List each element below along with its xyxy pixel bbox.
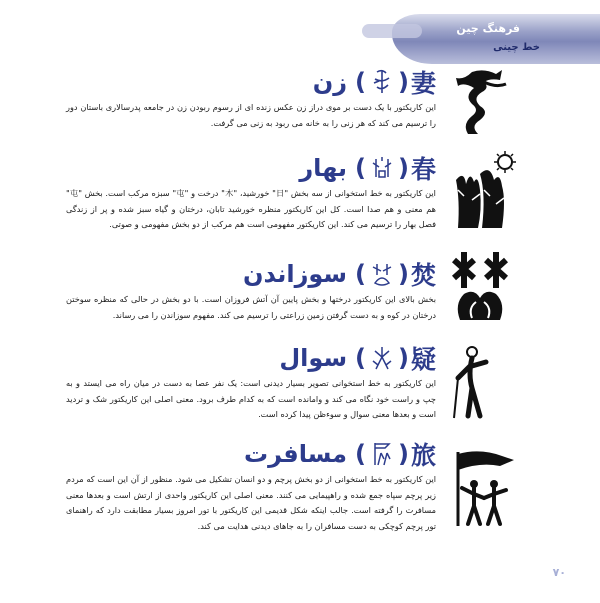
entry-description: بخش بالای این کاریکتور درختها و بخش پایین آن آتش فروزان است. با دو بخش در حالی که منظره سوختن درختان در کوه و به دست گرفتن زمین زراعتی را ترسیم می کند. مفهوم سوزاندن را می رساند. [66, 294, 436, 320]
woman-figure-illustration [450, 68, 510, 142]
oracle-bone-glyph-icon [369, 260, 395, 288]
entry-heading: 春 ( ) بهار [299, 150, 436, 186]
oracle-bone-glyph-icon [369, 344, 395, 372]
hanzi-character: 旅 [410, 441, 436, 470]
oracle-bone-glyph-icon [369, 154, 395, 182]
entry-description: این کاریکتور به خط استخوانی تصویر بسیار دیدنی است: یک نفر عصا به دست در میان راه می ایستد و به چپ و راست خود نگاه می کند و وامانده است که به کدام طرف برود. معنی اصلی این کاریکتور شک و تردید است و بعدها معنی سوال و سوءظن پیدا کرده است. [66, 378, 436, 419]
entry-description: این کاریکتور به خط استخوانی از دو بخش پرچم و دو انسان تشکیل می شود. منظور از آن این است که مردم زیر پرچم سپاه جمع شده و راهپیمایی می کنند. معنی اصلی این کاریکتور واحدی از ارتش است و بعدها معنی مسافرت را گرفته است. جالب اینکه شکل قدیمی این کاریکتور با تور امروز بسیار مطابقت دارد که راهنمای تور پرچم کوچکی به دست مسافران را به جاهای دیدنی هدایت می کند. [66, 474, 436, 531]
trees-sun-illustration [450, 150, 520, 234]
hanzi-character: 焚 [410, 261, 436, 290]
header-title: فرهنگ چین [456, 22, 520, 35]
entry-description: این کاریکتور با یک دست بر موی دراز زن عکس زنده ای از رسوم ربودن زن در جامعه پدرسالاری باستان دور را ترسیم می کند که هر زنی را به خانه می ربود به زنی می گرفت. [66, 102, 436, 128]
entry-heading: 旅 ( ) مسافرت [244, 436, 436, 472]
persian-word: سوزاندن [242, 260, 348, 288]
hanzi-character: 春 [410, 155, 436, 184]
entry-heading: 疑 ( ) سوال [279, 340, 436, 376]
oracle-bone-glyph-icon [369, 68, 395, 96]
oracle-bone-glyph-icon [369, 440, 395, 468]
persian-word: زن [312, 68, 348, 96]
burning-trees-illustration [450, 248, 510, 326]
page-number: ٧٠ [552, 566, 566, 579]
persian-word: بهار [299, 154, 348, 182]
man-with-cane-illustration [450, 344, 500, 424]
flag-travellers-illustration [450, 448, 520, 532]
header-subtitle: خط چینی [493, 42, 540, 53]
entry-heading: 妻 ( ) زن [313, 64, 436, 100]
persian-word: سوال [279, 344, 348, 372]
hanzi-character: 疑 [410, 345, 436, 374]
entry-heading: 焚 ( ) سوزاندن [243, 256, 436, 292]
entry-description: این کاریکتور به خط استخوانی از سه بخش "日" خورشید، "木" درخت و "屯" سبزه مرکب است. بخش "屯" هم معنی و هم صدا است. کل این کاریکتور منظره خورشید تابان، درختان و گیاه سبز شده و پر از زندگی فصل بهار را ترسیم می کند. این کاریکتور مفهومی است هم مرکب از دو بخش مفهومی و صوتی. [66, 188, 436, 229]
hanzi-character: 妻 [410, 69, 436, 98]
persian-word: مسافرت [243, 440, 348, 468]
